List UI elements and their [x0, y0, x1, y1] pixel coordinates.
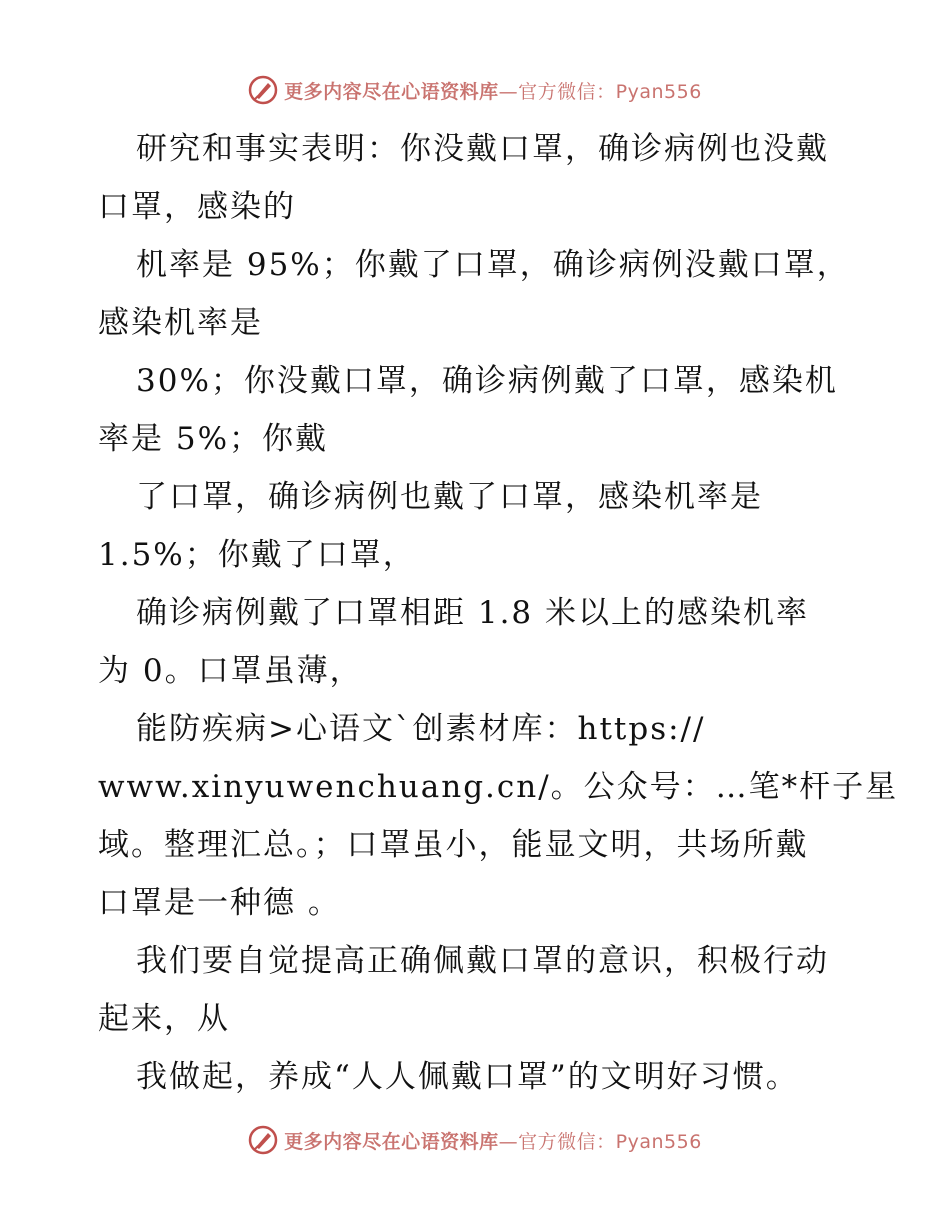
text-line: 能防疾病>心语文`创素材库：https:// [136, 711, 706, 747]
header-watermark [0, 72, 950, 108]
text-line: 我们要自觉提高正确佩戴口罩的意识，积极行动 [136, 943, 829, 979]
text-line: 感染机率是 [98, 305, 263, 341]
quill-logo-icon [248, 1125, 278, 1155]
footer-watermark [0, 1122, 950, 1158]
text-line: 我做起，养成“人人佩戴口罩”的文明好习惯。 [136, 1059, 799, 1095]
watermark-text: 更多内容尽在心语资料库—官方微信：Pyan556 [284, 80, 702, 103]
text-line: 口罩，感染的 [98, 189, 296, 225]
watermark-text: 更多内容尽在心语资料库—官方微信：Pyan556 [284, 1130, 702, 1153]
text-line: 30%；你没戴口罩，确诊病例戴了口罩，感染机 [136, 363, 838, 399]
text-line: 口罩是一种德 。 [98, 885, 341, 921]
text-line: 域。整理汇总。；口罩虽小，能显文明，共场所戴 [98, 827, 809, 863]
text-line: www.xinyuwenchuang.cn/。公众号：…笔*杆子星 [98, 769, 899, 805]
text-line: 确诊病例戴了口罩相距 1.8 米以上的感染机率 [136, 595, 810, 631]
text-line: 为 0。口罩虽薄， [98, 653, 363, 689]
text-line: 起来，从 [98, 1001, 230, 1037]
document-body [98, 120, 899, 1106]
text-line: 率是 5%；你戴 [98, 421, 329, 457]
text-line: 研究和事实表明：你没戴口罩，确诊病例也没戴 [136, 131, 829, 167]
text-line: 了口罩，确诊病例也戴了口罩，感染机率是 [136, 479, 763, 515]
text-line: 1.5%；你戴了口罩， [98, 537, 416, 573]
text-line: 机率是 95%；你戴了口罩，确诊病例没戴口罩， [136, 247, 850, 283]
quill-logo-icon [248, 75, 278, 105]
